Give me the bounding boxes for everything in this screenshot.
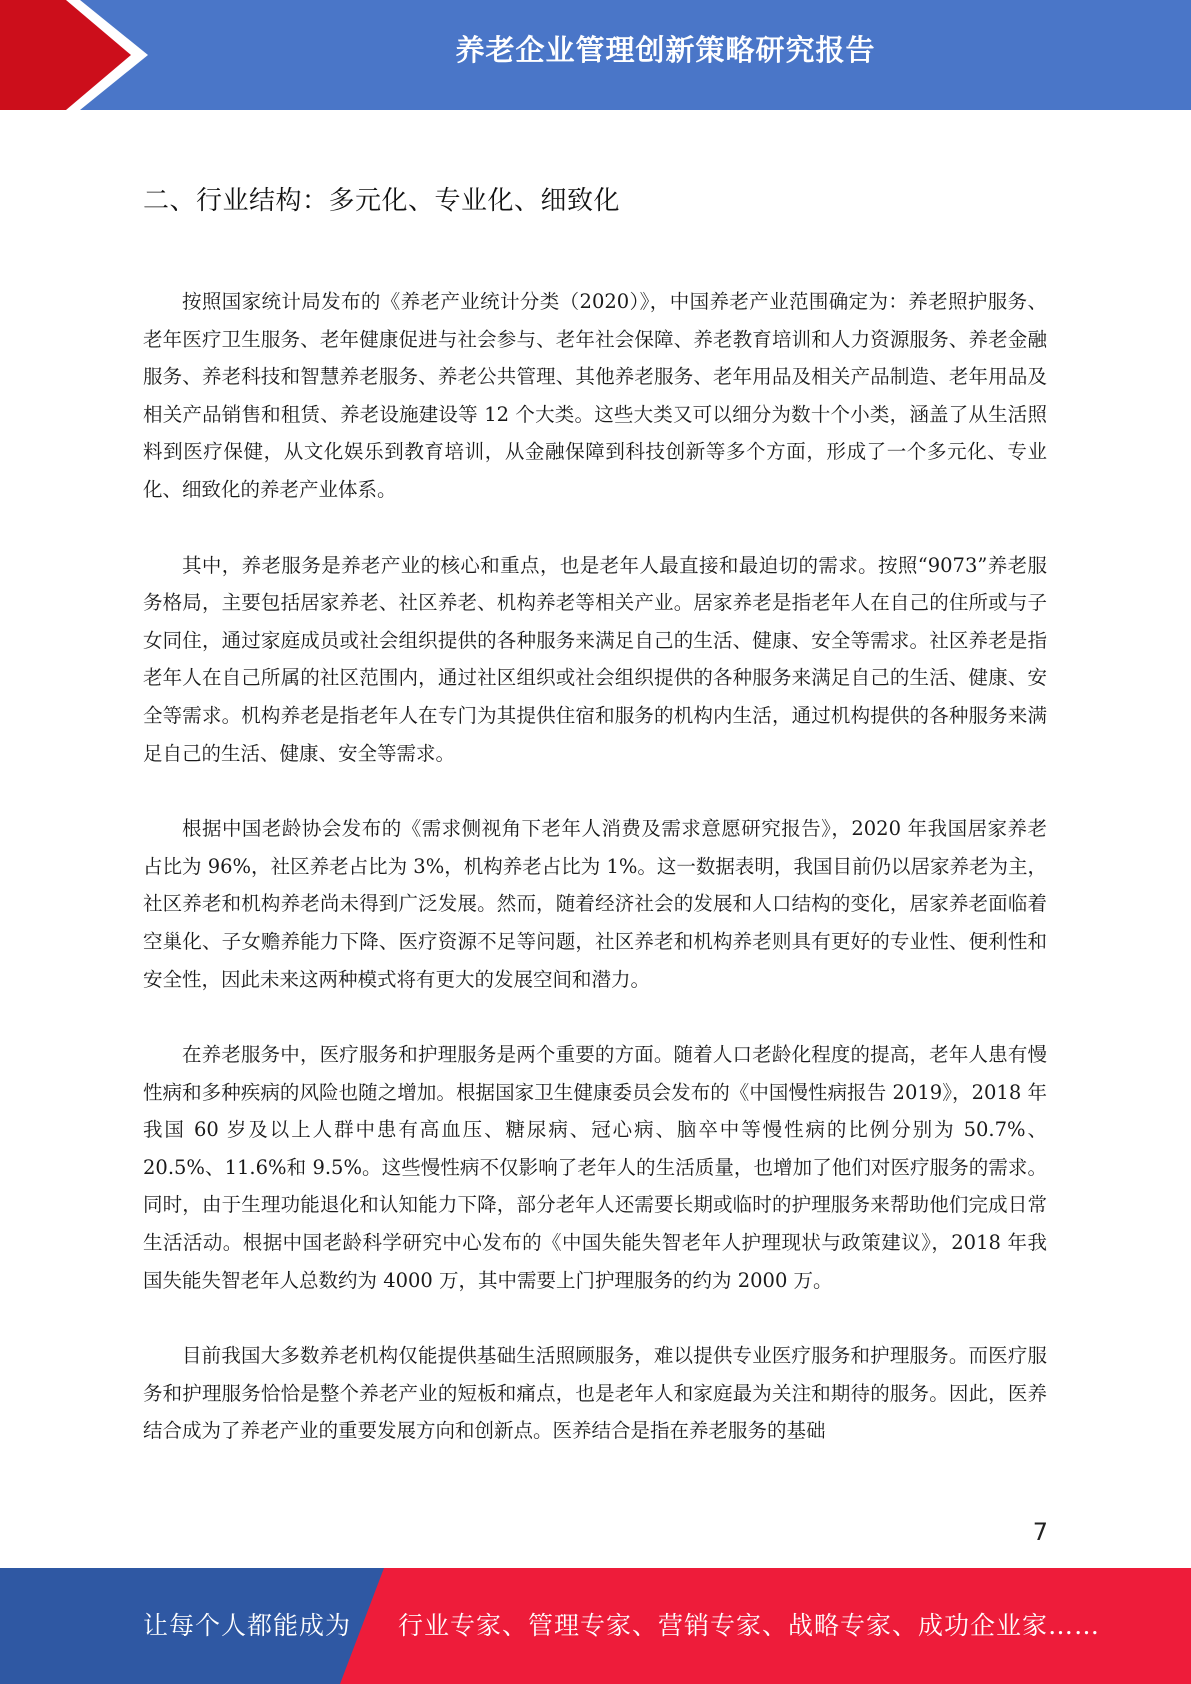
red-chevron-decoration <box>0 0 160 110</box>
page-footer <box>0 1568 1191 1684</box>
report-title: 养老企业管理创新策略研究报告 <box>455 33 876 67</box>
paragraph-medical-care-integration: 目前我国大多数养老机构仅能提供基础生活照顾服务，难以提供专业医疗服务和护理服务。而医疗服务和护理服务恰恰是整个养老产业的短板和痛点，也是老年人和家庭最为关注和期待的服务。因此，医养结合成为了养老产业的重要发展方向和创新点。医养结合是指在养老服务的基础 <box>143 1344 1047 1443</box>
page-number: 7 <box>1032 1518 1048 1546</box>
paragraph-elderly-care-services: 其中，养老服务是养老产业的核心和重点，也是老年人最直接和最迫切的需求。按照“9073”养老服务格局，主要包括居家养老、社区养老、机构养老等相关产业。居家养老是指老年人在自己的住所或与子女同住，通过家庭成员或社会组织提供的各种服务来满足自己的生活、健康、安全等需求。社区养老是指老年人在自己所属的社区范围内，通过社区组织或社会组织提供的各种服务来满足自己的生活、健康、安全等需求。机构养老是指老年人在专门为其提供住宿和服务的机构内生活，通过机构提供的各种服务来满足自己的生活、健康、安全等需求。 <box>143 553 1047 765</box>
main-content <box>143 180 1047 1488</box>
section-heading: 二、行业结构：多元化、专业化、细致化 <box>143 186 621 216</box>
page-header <box>0 0 1191 110</box>
paragraph-industry-classification: 按照国家统计局发布的《养老产业统计分类（2020）》，中国养老产业范围确定为：养老照护服务、老年医疗卫生服务、老年健康促进与社会参与、老年社会保障、养老教育培训和人力资源服务、养老金融服务、养老科技和智慧养老服务、养老公共管理、其他养老服务、老年用品及相关产品制造、老年用品及相关产品销售和租赁、养老设施建设等 12 个大类。这些大类又可以细分为数十个小类，涵盖了从生活照料到医疗保健，从文化娱乐到教育培训，从金融保障到科技创新等多个方面，形成了一个多元化、专业化、细致化的养老产业体系。 <box>143 290 1047 501</box>
paragraph-medical-nursing-needs: 在养老服务中，医疗服务和护理服务是两个重要的方面。随着人口老龄化程度的提高，老年人患有慢性病和多种疾病的风险也随之增加。根据国家卫生健康委员会发布的《中国慢性病报告 2019》，2018 年我国 60 岁及以上人群中患有高血压、糖尿病、冠心病、脑卒中等慢性病的比例分别为 50.7%、20.5%、11.6%和 9.5%。这些慢性病不仅影响了老年人的生活质量，也增加了他们对医疗服务的需求。同时，由于生理功能退化和认知能力下降，部分老年人还需要长期或临时的护理服务来帮助他们完成日常生活活动。根据中国老龄科学研究中心发布的《中国失能失智老年人护理现状与政策建议》，2018 年我国失能失智老年人总数约为 4000 万，其中需要上门护理服务的约为 2000 万。 <box>143 1043 1047 1292</box>
footer-slogan-right: 行业专家、管理专家、营销专家、战略专家、成功企业家…… <box>398 1611 1101 1640</box>
paragraph-care-mode-statistics: 根据中国老龄协会发布的《需求侧视角下老年人消费及需求意愿研究报告》，2020 年我国居家养老占比为 96%，社区养老占比为 3%，机构养老占比为 1%。这一数据表明，我国目前仍以居家养老为主，社区养老和机构养老尚未得到广泛发展。然而，随着经济社会的发展和人口结构的变化，居家养老面临着空巢化、子女赡养能力下降、医疗资源不足等问题，社区养老和机构养老则具有更好的专业性、便利性和安全性，因此未来这两种模式将有更大的发展空间和潜力。 <box>143 817 1047 991</box>
chevron-red-fill <box>0 0 131 110</box>
footer-slogan-left: 让每个人都能成为 <box>143 1611 352 1640</box>
